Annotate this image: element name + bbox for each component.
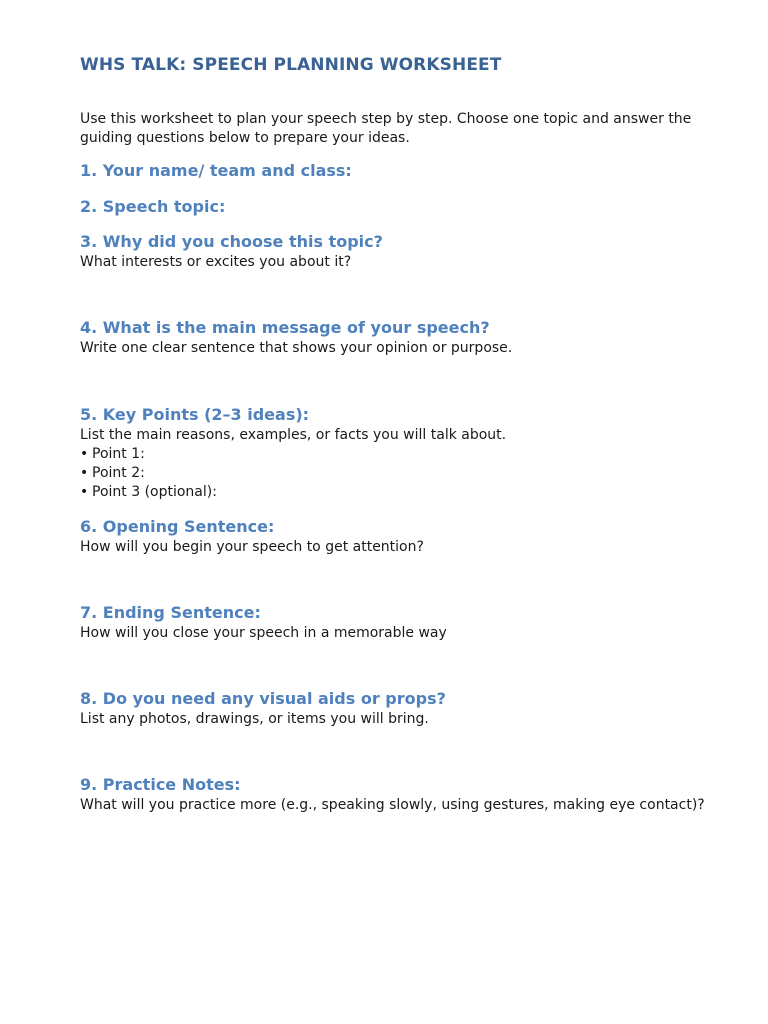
bullet-icon: • — [80, 484, 89, 500]
key-points-list — [80, 445, 720, 502]
section-opening-sentence — [80, 517, 720, 557]
bullet-icon: • — [80, 446, 89, 462]
section-heading: 4. What is the main message of your speech? — [80, 318, 490, 337]
section-prompt: List any photos, drawings, or items you will bring. — [80, 711, 429, 727]
section-ending-sentence — [80, 603, 720, 643]
section-heading: 8. Do you need any visual aids or props? — [80, 689, 446, 708]
bullet-icon: • — [80, 465, 89, 481]
list-item — [80, 445, 720, 464]
section-speech-topic — [80, 197, 720, 217]
list-item-label: Point 3 (optional): — [92, 484, 217, 500]
page-title: WHS TALK: SPEECH PLANNING WORKSHEET — [80, 55, 502, 75]
section-key-points — [80, 405, 720, 502]
intro-text: Use this worksheet to plan your speech step by step. Choose one topic and answer the guiding questions below to prepare your ideas. — [80, 111, 692, 146]
section-heading: 2. Speech topic: — [80, 197, 226, 216]
list-item — [80, 483, 720, 502]
section-prompt: List the main reasons, examples, or facts you will talk about. — [80, 427, 507, 443]
worksheet-page — [80, 0, 720, 1024]
section-heading: 3. Why did you choose this topic? — [80, 232, 383, 251]
section-heading: 7. Ending Sentence: — [80, 603, 261, 622]
list-item — [80, 464, 720, 483]
section-prompt: What interests or excites you about it? — [80, 254, 352, 270]
section-heading: 1. Your name/ team and class: — [80, 161, 352, 180]
section-why-topic — [80, 232, 720, 272]
section-prompt: How will you close your speech in a memorable way — [80, 625, 447, 641]
section-heading: 6. Opening Sentence: — [80, 517, 275, 536]
section-visual-aids — [80, 689, 720, 729]
section-prompt: How will you begin your speech to get attention? — [80, 539, 424, 555]
list-item-label: Point 2: — [92, 465, 145, 481]
section-main-message — [80, 318, 720, 358]
section-heading: 5. Key Points (2–3 ideas): — [80, 405, 310, 424]
section-prompt: Write one clear sentence that shows your opinion or purpose. — [80, 340, 513, 356]
section-heading: 9. Practice Notes: — [80, 775, 241, 794]
section-name-team-class — [80, 161, 720, 181]
list-item-label: Point 1: — [92, 446, 145, 462]
section-practice-notes — [80, 775, 720, 815]
section-prompt: What will you practice more (e.g., speaking slowly, using gestures, making eye contact)? — [80, 797, 705, 813]
